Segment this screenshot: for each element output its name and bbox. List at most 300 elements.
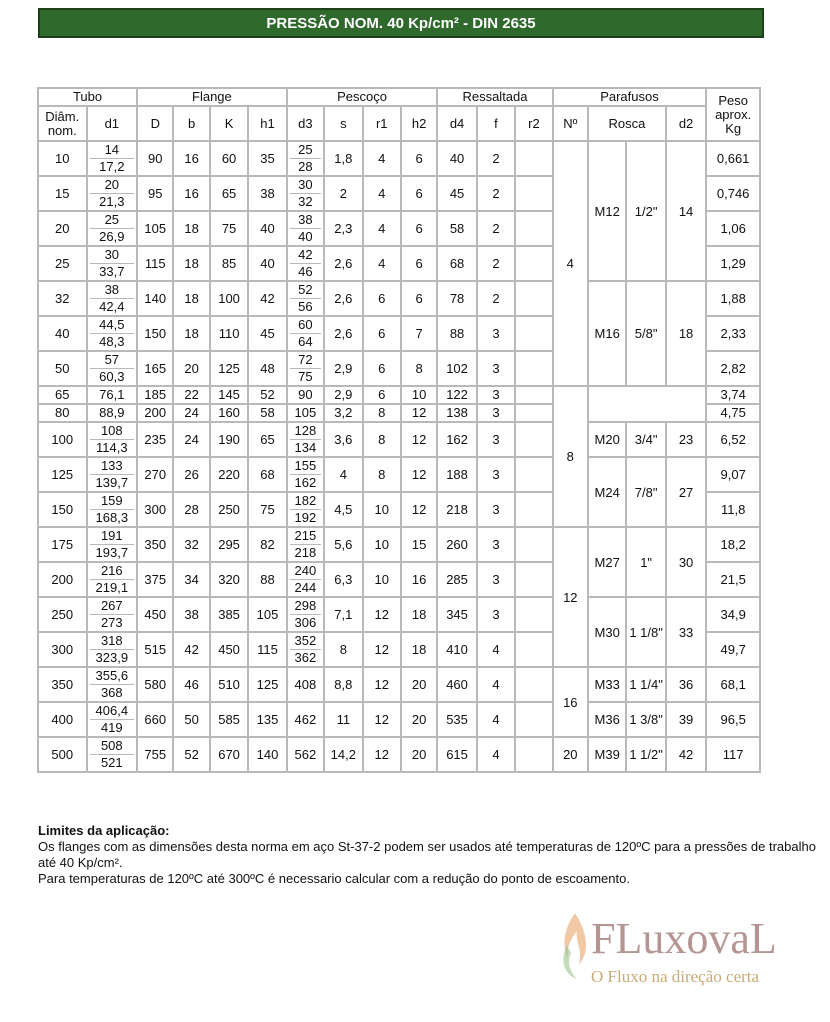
cell-h1: 42: [248, 281, 286, 316]
cell-bolt-rosca: 1 1/8": [626, 597, 665, 667]
table-row: [38, 281, 760, 316]
cell-h2: 6: [401, 281, 437, 316]
cell-d1-outer: 14: [104, 142, 120, 157]
cell-s: 4: [324, 457, 362, 492]
cell-d3-inner: 32: [290, 193, 321, 210]
cell-peso: 2,33: [706, 316, 760, 351]
cell-peso: 1,88: [706, 281, 760, 316]
cell-peso: 3,74: [706, 386, 760, 404]
cell-d1: [87, 667, 138, 702]
cell-s: 2: [324, 176, 362, 211]
cell-f: 2: [477, 281, 515, 316]
cell-d1-outer: 44,5: [99, 317, 125, 332]
cell-r1: 6: [363, 316, 401, 351]
cell-bolt-rosca: 7/8": [626, 457, 665, 527]
cell-d3-inner: 162: [290, 474, 321, 491]
cell-peso: 34,9: [706, 597, 760, 632]
cell-bolt-size: M20: [588, 422, 626, 457]
cell-K: 670: [210, 737, 248, 772]
cell-d4: 102: [437, 351, 476, 386]
cell-h2: 12: [401, 492, 437, 527]
notes-line-2: Para temperaturas de 120ºC até 300ºC é necessario calcular com a redução do ponto de escoamento.: [38, 871, 630, 886]
cell-s: 1,8: [324, 141, 362, 176]
cell-r2: [515, 386, 552, 404]
cell-bolt-d2: 23: [666, 422, 706, 457]
col-n: Nº: [553, 106, 588, 141]
cell-d1-inner: 21,3: [90, 193, 135, 210]
cell-d1: [87, 702, 138, 737]
cell-r2: [515, 316, 552, 351]
cell-b: 50: [173, 702, 209, 737]
cell-d1-outer: 20: [104, 177, 120, 192]
cell-K: 510: [210, 667, 248, 702]
col-f: f: [477, 106, 515, 141]
cell-bolt-count: 12: [553, 527, 588, 667]
cell-d1-inner: 273: [90, 614, 135, 631]
cell-d1: [87, 246, 138, 281]
cell-bolt-rosca: 1 1/4": [626, 667, 665, 702]
cell-f: 4: [477, 702, 515, 737]
table-row: [38, 422, 760, 457]
flange-dimensions-table: [37, 87, 761, 773]
cell-bolt-empty: [588, 386, 706, 422]
cell-d3-outer: 30: [298, 177, 313, 192]
cell-peso: 49,7: [706, 632, 760, 667]
cell-s: 2,6: [324, 246, 362, 281]
cell-h1: 35: [248, 141, 286, 176]
cell-K: 320: [210, 562, 248, 597]
cell-b: 24: [173, 404, 209, 422]
cell-bolt-d2: 36: [666, 667, 706, 702]
cell-d1: [87, 211, 138, 246]
cell-peso: 117: [706, 737, 760, 772]
cell-r2: [515, 527, 552, 562]
col-K: K: [210, 106, 248, 141]
cell-d4: 68: [437, 246, 476, 281]
cell-d4: 188: [437, 457, 476, 492]
cell-d3: [287, 246, 324, 281]
cell-d1-outer: 318: [100, 633, 123, 648]
cell-bolt-d2: 42: [666, 737, 706, 772]
table-row: [38, 597, 760, 632]
cell-dn: 350: [38, 667, 87, 702]
cell-bolt-size: M24: [588, 457, 626, 527]
cell-d3-inner: 56: [290, 298, 321, 315]
cell-b: 28: [173, 492, 209, 527]
cell-dn: 25: [38, 246, 87, 281]
cell-dn: 32: [38, 281, 87, 316]
cell-d4: 285: [437, 562, 476, 597]
cell-bolt-d2: 33: [666, 597, 706, 667]
col-s: s: [324, 106, 362, 141]
col-h2: h2: [401, 106, 437, 141]
cell-D: 115: [137, 246, 173, 281]
cell-K: 110: [210, 316, 248, 351]
cell-r1: 8: [363, 457, 401, 492]
cell-dn: 20: [38, 211, 87, 246]
cell-d3-inner: 40: [290, 228, 321, 245]
cell-h2: 10: [401, 386, 437, 404]
cell-bolt-size: M39: [588, 737, 626, 772]
cell-D: 300: [137, 492, 173, 527]
cell-b: 16: [173, 176, 209, 211]
cell-r1: 12: [363, 667, 401, 702]
cell-d3: 462: [287, 702, 324, 737]
col-h1: h1: [248, 106, 286, 141]
cell-D: 165: [137, 351, 173, 386]
cell-d3: 562: [287, 737, 324, 772]
logo-slogan: O Fluxo na direção certa: [591, 967, 760, 986]
cell-d3-inner: 64: [290, 333, 321, 350]
cell-f: 3: [477, 316, 515, 351]
cell-bolt-rosca: 1/2": [626, 141, 665, 281]
cell-K: 160: [210, 404, 248, 422]
cell-peso: 0,661: [706, 141, 760, 176]
cell-h1: 65: [248, 422, 286, 457]
cell-peso: 9,07: [706, 457, 760, 492]
cell-f: 2: [477, 246, 515, 281]
col-d3: d3: [287, 106, 324, 141]
cell-d3-inner: 306: [290, 614, 321, 631]
cell-peso: 0,746: [706, 176, 760, 211]
cell-h2: 8: [401, 351, 437, 386]
cell-d3-inner: 134: [290, 439, 321, 456]
cell-s: 2,6: [324, 316, 362, 351]
cell-d1-outer: 216: [100, 563, 123, 578]
table-body: [38, 141, 760, 772]
cell-d4: 78: [437, 281, 476, 316]
page-title: PRESSÃO NOM. 40 Kp/cm² - DIN 2635: [38, 8, 764, 38]
cell-d1-inner: 60,3: [90, 368, 135, 385]
cell-d3: [287, 351, 324, 386]
cell-d1-inner: 219,1: [90, 579, 135, 596]
cell-d1: [87, 597, 138, 632]
cell-d3: [287, 597, 324, 632]
cell-h1: 135: [248, 702, 286, 737]
logo-wordmark: FLuxovaL: [591, 914, 777, 963]
cell-r1: 4: [363, 246, 401, 281]
cell-D: 105: [137, 211, 173, 246]
cell-s: 8: [324, 632, 362, 667]
cell-d3-outer: 182: [294, 493, 317, 508]
cell-dn: 100: [38, 422, 87, 457]
cell-h1: 45: [248, 316, 286, 351]
cell-bolt-rosca: 3/4": [626, 422, 665, 457]
cell-bolt-size: M12: [588, 141, 626, 281]
cell-r2: [515, 492, 552, 527]
header-ressaltada: Ressaltada: [437, 88, 552, 106]
cell-r2: [515, 404, 552, 422]
cell-r2: [515, 632, 552, 667]
cell-r2: [515, 597, 552, 632]
cell-r1: 10: [363, 527, 401, 562]
cell-f: 2: [477, 211, 515, 246]
cell-d4: 345: [437, 597, 476, 632]
cell-d4: 45: [437, 176, 476, 211]
cell-d3-outer: 25: [298, 142, 313, 157]
cell-d4: 40: [437, 141, 476, 176]
cell-bolt-d2: 39: [666, 702, 706, 737]
cell-d4: 615: [437, 737, 476, 772]
cell-r1: 8: [363, 422, 401, 457]
cell-h2: 18: [401, 597, 437, 632]
cell-h2: 6: [401, 141, 437, 176]
cell-f: 3: [477, 422, 515, 457]
cell-d1-inner: 168,3: [90, 509, 135, 526]
cell-r1: 8: [363, 404, 401, 422]
cell-f: 2: [477, 176, 515, 211]
cell-d3-outer: 215: [294, 528, 317, 543]
cell-s: 2,3: [324, 211, 362, 246]
cell-K: 450: [210, 632, 248, 667]
cell-s: 3,2: [324, 404, 362, 422]
cell-s: 8,8: [324, 667, 362, 702]
cell-d1-inner: 323,9: [90, 649, 135, 666]
cell-K: 60: [210, 141, 248, 176]
header-peso: Peso aprox. Kg: [706, 88, 760, 141]
cell-bolt-count: 20: [553, 737, 588, 772]
cell-s: 3,6: [324, 422, 362, 457]
cell-d1: [87, 316, 138, 351]
cell-d3: [287, 316, 324, 351]
cell-f: 3: [477, 351, 515, 386]
table-row: [38, 527, 760, 562]
cell-D: 90: [137, 141, 173, 176]
cell-f: 2: [477, 141, 515, 176]
cell-D: 140: [137, 281, 173, 316]
cell-h1: 125: [248, 667, 286, 702]
cell-dn: 150: [38, 492, 87, 527]
cell-f: 3: [477, 457, 515, 492]
cell-h1: 115: [248, 632, 286, 667]
cell-b: 52: [173, 737, 209, 772]
cell-h1: 140: [248, 737, 286, 772]
cell-h2: 7: [401, 316, 437, 351]
cell-d3-outer: 38: [298, 212, 313, 227]
cell-h2: 12: [401, 457, 437, 492]
cell-K: 585: [210, 702, 248, 737]
cell-b: 18: [173, 281, 209, 316]
cell-s: 5,6: [324, 527, 362, 562]
cell-d3-outer: 155: [294, 458, 317, 473]
cell-r1: 4: [363, 211, 401, 246]
cell-h2: 20: [401, 702, 437, 737]
cell-peso: 96,5: [706, 702, 760, 737]
cell-b: 22: [173, 386, 209, 404]
cell-h1: 75: [248, 492, 286, 527]
cell-d3-inner: 46: [290, 263, 321, 280]
cell-K: 145: [210, 386, 248, 404]
table-row: [38, 141, 760, 176]
cell-h1: 105: [248, 597, 286, 632]
cell-D: 350: [137, 527, 173, 562]
cell-f: 3: [477, 492, 515, 527]
table-row: [38, 457, 760, 492]
cell-d3: 105: [287, 404, 324, 422]
cell-h1: 52: [248, 386, 286, 404]
cell-r2: [515, 246, 552, 281]
cell-b: 24: [173, 422, 209, 457]
cell-d3: [287, 527, 324, 562]
cell-bolt-rosca: 1 3/8": [626, 702, 665, 737]
application-limits: [38, 823, 818, 887]
col-r1: r1: [363, 106, 401, 141]
cell-s: 2,6: [324, 281, 362, 316]
cell-bolt-count: 4: [553, 141, 588, 386]
cell-s: 11: [324, 702, 362, 737]
col-b: b: [173, 106, 209, 141]
cell-d3-inner: 244: [290, 579, 321, 596]
cell-r1: 4: [363, 141, 401, 176]
header-pescoco: Pescoço: [287, 88, 438, 106]
cell-dn: 200: [38, 562, 87, 597]
cell-d4: 260: [437, 527, 476, 562]
cell-D: 150: [137, 316, 173, 351]
cell-D: 375: [137, 562, 173, 597]
cell-d1-outer: 133: [100, 458, 123, 473]
cell-s: 14,2: [324, 737, 362, 772]
cell-dn: 175: [38, 527, 87, 562]
header-flange: Flange: [137, 88, 287, 106]
cell-d4: 88: [437, 316, 476, 351]
cell-d3: [287, 492, 324, 527]
cell-b: 46: [173, 667, 209, 702]
cell-h1: 82: [248, 527, 286, 562]
cell-f: 3: [477, 404, 515, 422]
cell-d3-outer: 298: [294, 598, 317, 613]
cell-d4: 162: [437, 422, 476, 457]
cell-r2: [515, 281, 552, 316]
cell-K: 190: [210, 422, 248, 457]
cell-d3-inner: 28: [290, 158, 321, 175]
cell-dn: 300: [38, 632, 87, 667]
cell-d3: [287, 422, 324, 457]
cell-s: 4,5: [324, 492, 362, 527]
table-row: [38, 702, 760, 737]
cell-bolt-rosca: 1": [626, 527, 665, 597]
cell-K: 75: [210, 211, 248, 246]
cell-r2: [515, 351, 552, 386]
cell-bolt-d2: 30: [666, 527, 706, 597]
cell-b: 20: [173, 351, 209, 386]
cell-d3: [287, 562, 324, 597]
cell-s: 2,9: [324, 351, 362, 386]
cell-d1-outer: 38: [104, 282, 120, 297]
cell-h1: 88: [248, 562, 286, 597]
cell-f: 4: [477, 667, 515, 702]
cell-dn: 500: [38, 737, 87, 772]
cell-h2: 6: [401, 176, 437, 211]
cell-d1-inner: 114,3: [90, 439, 135, 456]
cell-d1: [87, 422, 138, 457]
cell-d1-outer: 30: [104, 247, 120, 262]
cell-h1: 48: [248, 351, 286, 386]
cell-d1-inner: 17,2: [90, 158, 135, 175]
cell-bolt-d2: 14: [666, 141, 706, 281]
cell-peso: 6,52: [706, 422, 760, 457]
table-row: [38, 386, 760, 404]
cell-f: 4: [477, 737, 515, 772]
cell-f: 3: [477, 597, 515, 632]
cell-bolt-size: M16: [588, 281, 626, 386]
cell-d3: [287, 632, 324, 667]
cell-d1-outer: 355,6: [95, 668, 129, 683]
cell-d3-inner: 218: [290, 544, 321, 561]
cell-d4: 460: [437, 667, 476, 702]
cell-d3: [287, 457, 324, 492]
cell-h1: 40: [248, 246, 286, 281]
cell-r2: [515, 141, 552, 176]
cell-dn: 50: [38, 351, 87, 386]
cell-D: 270: [137, 457, 173, 492]
cell-r2: [515, 176, 552, 211]
cell-d4: 122: [437, 386, 476, 404]
cell-b: 18: [173, 246, 209, 281]
cell-K: 85: [210, 246, 248, 281]
cell-d3-inner: 75: [290, 368, 321, 385]
cell-r1: 12: [363, 737, 401, 772]
cell-d3: 90: [287, 386, 324, 404]
cell-b: 38: [173, 597, 209, 632]
cell-d1: [87, 562, 138, 597]
cell-D: 200: [137, 404, 173, 422]
cell-f: 3: [477, 527, 515, 562]
cell-h2: 12: [401, 404, 437, 422]
cell-h1: 38: [248, 176, 286, 211]
cell-d1-inner: 48,3: [90, 333, 135, 350]
cell-D: 660: [137, 702, 173, 737]
cell-d3: 408: [287, 667, 324, 702]
cell-r2: [515, 562, 552, 597]
cell-d1-outer: 108: [100, 423, 123, 438]
notes-title: Limites da aplicação:: [38, 823, 170, 838]
cell-peso: 1,06: [706, 211, 760, 246]
cell-K: 385: [210, 597, 248, 632]
cell-d3-outer: 240: [294, 563, 317, 578]
cell-D: 450: [137, 597, 173, 632]
cell-b: 18: [173, 316, 209, 351]
cell-bolt-count: 8: [553, 386, 588, 527]
cell-b: 32: [173, 527, 209, 562]
cell-d1-inner: 139,7: [90, 474, 135, 491]
cell-f: 3: [477, 562, 515, 597]
col-r2: r2: [515, 106, 552, 141]
cell-dn: 15: [38, 176, 87, 211]
table-row: [38, 667, 760, 702]
cell-d1-inner: 42,4: [90, 298, 135, 315]
cell-D: 755: [137, 737, 173, 772]
col-d4: d4: [437, 106, 476, 141]
header-tubo: Tubo: [38, 88, 137, 106]
cell-d3: [287, 141, 324, 176]
cell-d4: 138: [437, 404, 476, 422]
cell-dn: 250: [38, 597, 87, 632]
cell-d1: [87, 492, 138, 527]
cell-d1: 76,1: [87, 386, 138, 404]
cell-h2: 6: [401, 246, 437, 281]
cell-d1: 88,9: [87, 404, 138, 422]
cell-d1-outer: 508: [100, 738, 123, 753]
cell-d1: [87, 176, 138, 211]
cell-d3: [287, 211, 324, 246]
cell-d4: 535: [437, 702, 476, 737]
cell-r2: [515, 422, 552, 457]
flame-icon: [555, 905, 595, 985]
cell-b: 16: [173, 141, 209, 176]
cell-dn: 40: [38, 316, 87, 351]
cell-K: 100: [210, 281, 248, 316]
cell-d3-outer: 72: [298, 352, 313, 367]
